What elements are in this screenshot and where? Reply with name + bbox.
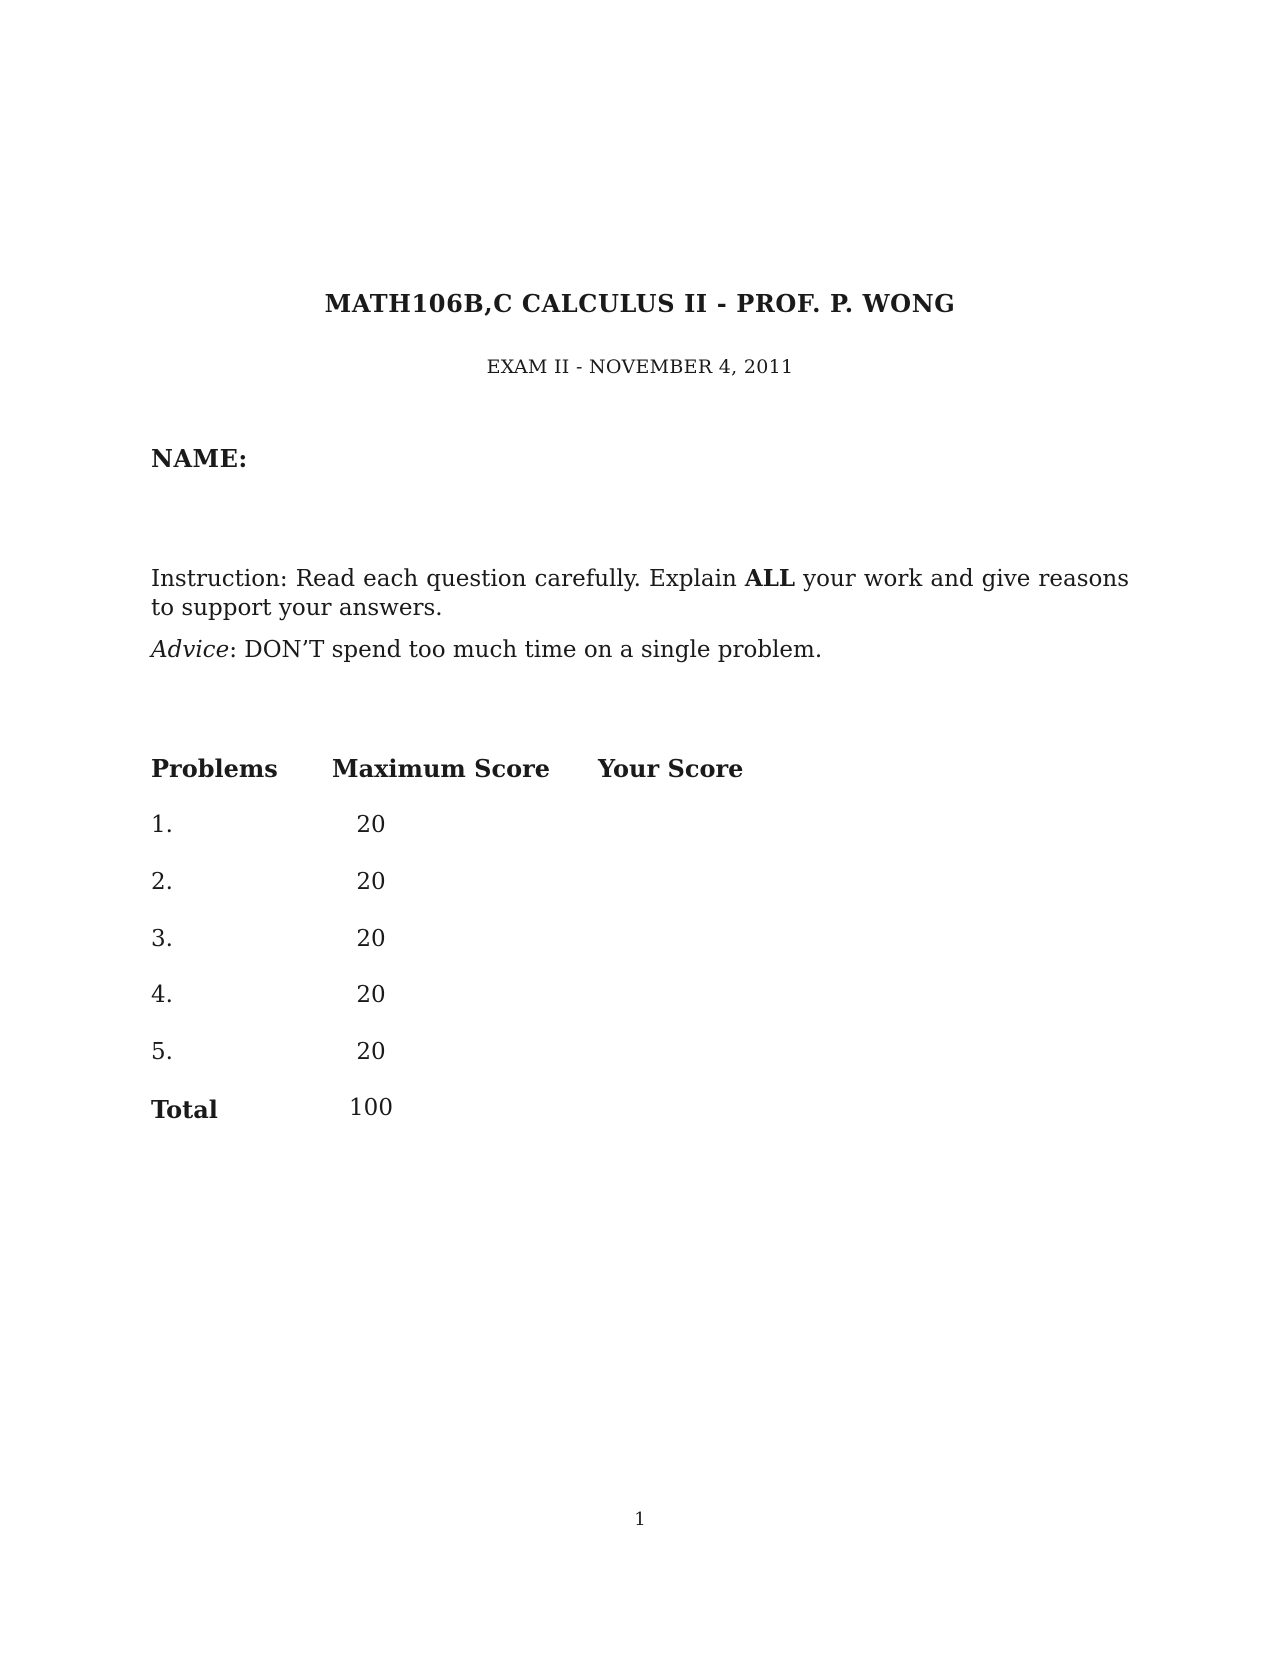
problem-number: 2.	[151, 869, 173, 895]
max-score: 20	[356, 982, 386, 1008]
problem-number: 1.	[151, 812, 173, 838]
total-label: Total	[151, 1095, 218, 1124]
total-max-score: 100	[349, 1095, 393, 1121]
problem-number: 3.	[151, 926, 173, 952]
header-problems: Problems	[151, 754, 278, 783]
advice-text: : DON’T spend too much time on a single problem.	[229, 637, 823, 663]
header-maximum-score: Maximum Score	[332, 754, 551, 783]
instruction-paragraph	[151, 564, 1129, 623]
max-score: 20	[356, 812, 386, 838]
max-score: 20	[356, 1039, 386, 1065]
advice-label: Advice	[151, 637, 230, 663]
max-score: 20	[356, 926, 386, 952]
problem-number: 4.	[151, 982, 173, 1008]
exam-subtitle: EXAM II - NOVEMBER 4, 2011	[486, 356, 794, 378]
instruction-suffix: your work and give reasons to support your answers.	[151, 566, 1130, 621]
page-number: 1	[634, 1509, 646, 1530]
exam-title: MATH106B,C CALCULUS II - PROF. P. WONG	[324, 289, 956, 318]
instruction-prefix: Instruction: Read each question carefully. Explain	[151, 566, 745, 592]
header-your-score: Your Score	[598, 754, 744, 783]
max-score: 20	[356, 869, 386, 895]
advice-paragraph	[151, 637, 822, 663]
instruction-emphasis: ALL	[744, 565, 796, 592]
problem-number: 5.	[151, 1039, 173, 1065]
name-label: NAME:	[151, 444, 248, 473]
